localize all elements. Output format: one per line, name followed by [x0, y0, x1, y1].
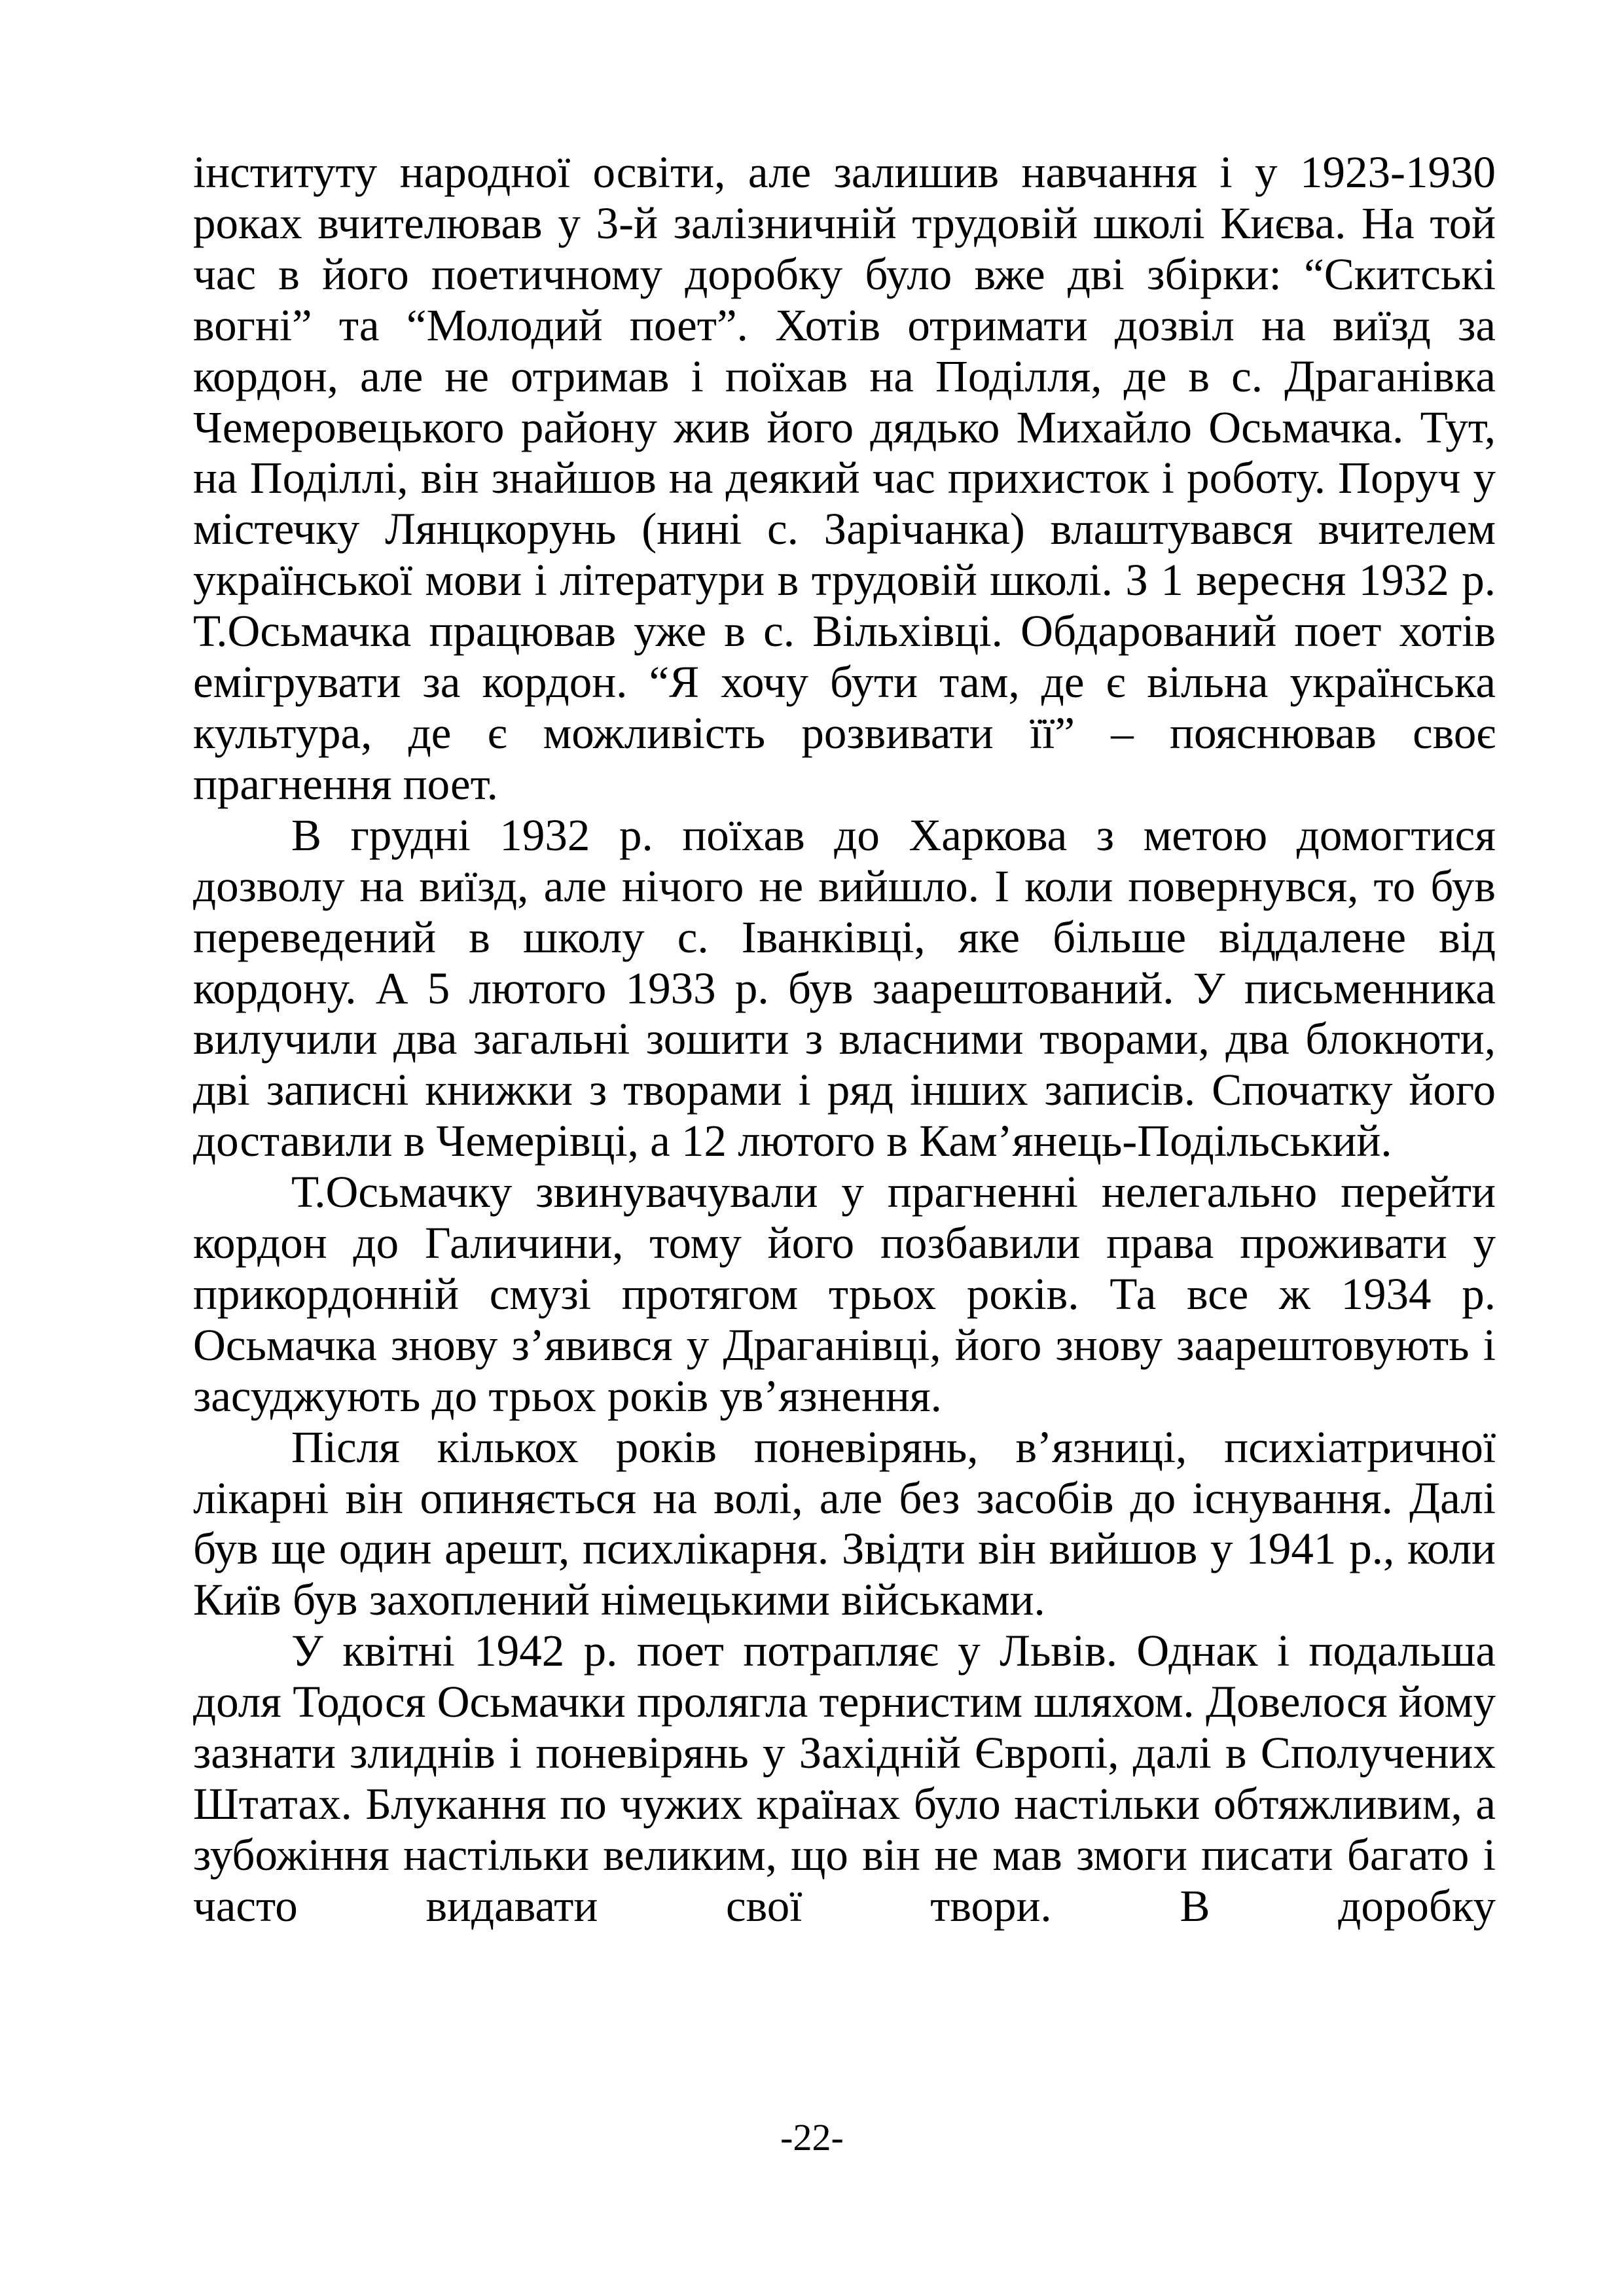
paragraph-2: В грудні 1932 р. поїхав до Харкова з метою домогтися дозволу на виїзд, але нічого не вийшло. І коли повернувся, то був переведений в школу с. Іванківці, яке більше віддалене від кордону. А 5 лютого 1933 р. був заарештований. У письменника вилучили два загальні зошити з власними творами, два блокноти, дві записні книжки з творами і ряд інших записів. Спочатку його доставили в Чемерівці, а 12 лютого в Кам’янець-Подільський.	[193, 810, 1496, 1166]
document-body	[193, 147, 1496, 1932]
paragraph-4: Після кількох років поневірянь, в’язниці, психіатричної лікарні він опиняється на волі, але без засобів до існування. Далі був ще один арешт, психлікарня. Звідти він вийшов у 1941 р., коли Київ був захоплений німецькими військами.	[193, 1422, 1496, 1625]
page-number: -22-	[780, 2116, 844, 2159]
paragraph-5: У квітні 1942 р. поет потрапляє у Львів. Однак і подальша доля Тодося Осьмачки пролягла тернистим шляхом. Довелося йому зазнати злиднів і поневірянь у Західній Європі, далі в Сполучених Штатах. Блукання по чужих країнах було настільки обтяжливим, а зубожіння настільки великим, що він не мав змоги писати багато і часто видавати свої твори. В доробку	[193, 1626, 1496, 1931]
paragraph-1: інституту народної освіти, але залишив навчання і у 1923-1930 роках вчителював у 3-й залізничній трудовій школі Києва. На той час в його поетичному доробку було вже дві збірки: “Скитські вогні” та “Молодий поет”. Хотів отримати дозвіл на виїзд за кордон, але не отримав і поїхав на Поділля, де в с. Драганівка Чемеровецького району жив його дядько Михайло Осьмачка. Тут, на Поділлі, він знайшов на деякий час прихисток і роботу. Поруч у містечку Лянцкорунь (нині с. Зарічанка) влаштувався вчителем української мови і літератури в трудовій школі. З 1 вересня 1932 р. Т.Осьмачка працював уже в с. Вільхівці. Обдарований поет хотів емігрувати за кордон. “Я хочу бути там, де є вільна українська культура, де є можливість розвивати її” – пояснював своє прагнення поет.	[193, 147, 1496, 809]
paragraph-3: Т.Осьмачку звинувачували у прагненні нелегально перейти кордон до Галичини, тому його позбавили права проживати у прикордонній смузі протягом трьох років. Та все ж 1934 р. Осьмачка знову з’явився у Драганівці, його знову заарештовують і засуджують до трьох років ув’язнення.	[193, 1167, 1496, 1421]
